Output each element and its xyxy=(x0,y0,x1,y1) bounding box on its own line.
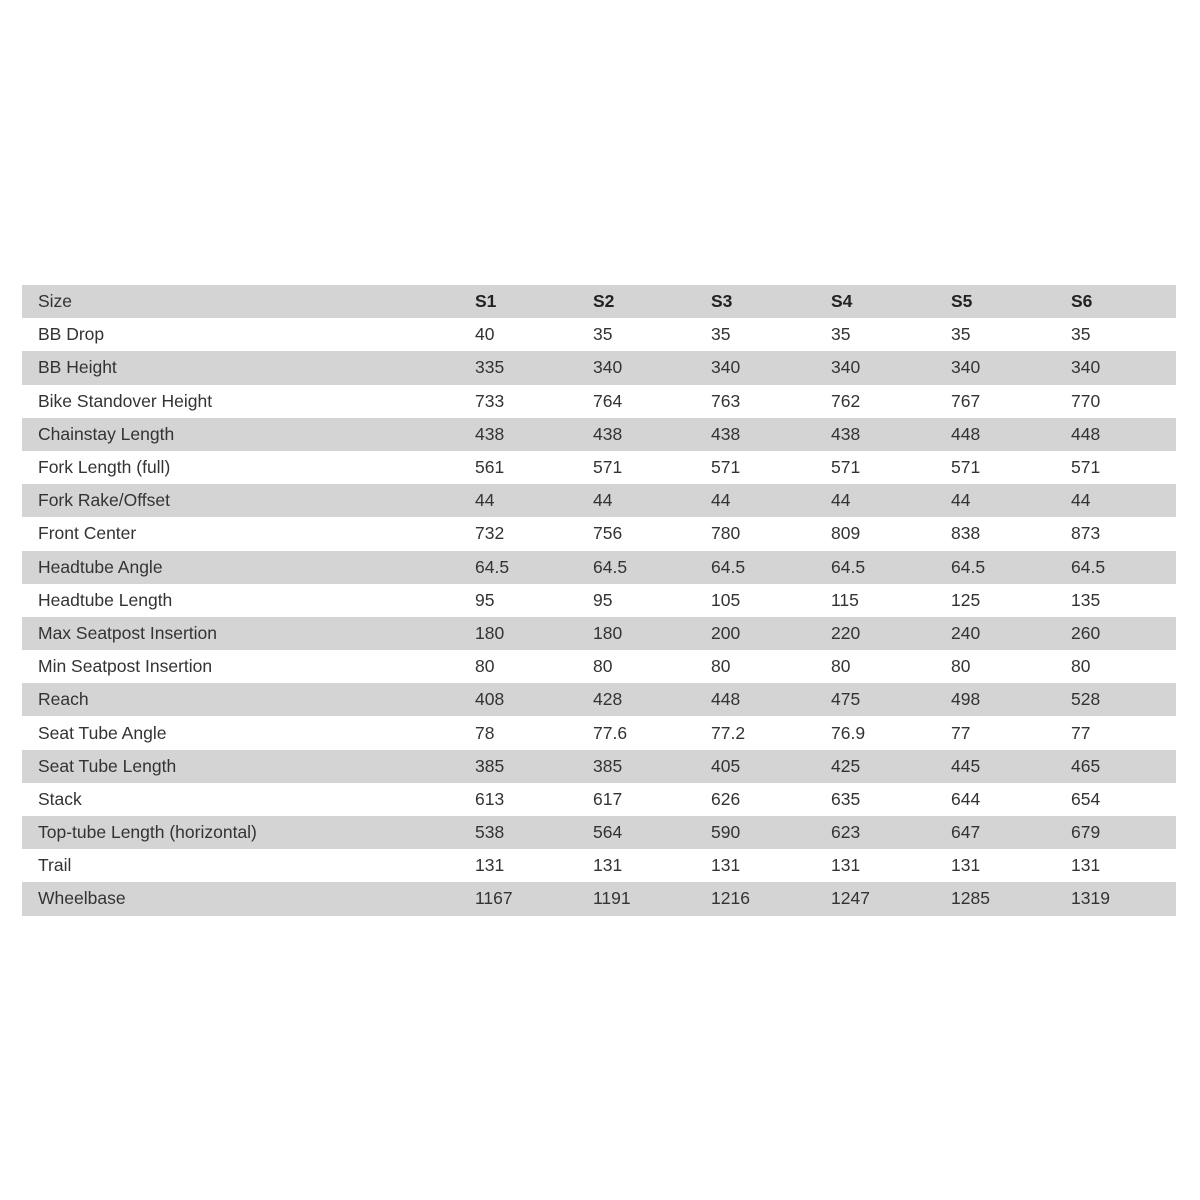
table-row xyxy=(22,385,1176,418)
row-label: Seat Tube Length xyxy=(38,755,177,776)
table-row xyxy=(22,882,1176,915)
header-label: Size xyxy=(38,291,73,312)
table-cell: 647 xyxy=(951,822,981,843)
table-cell: 125 xyxy=(951,589,981,610)
table-cell: 64.5 xyxy=(951,556,986,577)
table-cell: 340 xyxy=(831,357,861,378)
table-cell: 733 xyxy=(475,390,505,411)
table-cell: 35 xyxy=(831,324,851,345)
table-cell: 77.6 xyxy=(593,722,628,743)
table-row xyxy=(22,584,1176,617)
table-row xyxy=(22,318,1176,351)
table-cell: 64.5 xyxy=(1071,556,1106,577)
table-cell: 767 xyxy=(951,390,981,411)
size-header: S3 xyxy=(711,291,733,312)
table-cell: 340 xyxy=(951,357,981,378)
table-cell: 780 xyxy=(711,523,741,544)
table-cell: 260 xyxy=(1071,622,1101,643)
table-cell: 35 xyxy=(951,324,971,345)
table-cell: 64.5 xyxy=(831,556,866,577)
table-row xyxy=(22,683,1176,716)
table-cell: 40 xyxy=(475,324,495,345)
table-cell: 44 xyxy=(1071,490,1091,511)
table-cell: 644 xyxy=(951,788,981,809)
table-cell: 77 xyxy=(951,722,971,743)
table-cell: 35 xyxy=(711,324,731,345)
table-cell: 475 xyxy=(831,689,861,710)
table-cell: 448 xyxy=(951,423,981,444)
table-cell: 80 xyxy=(1071,656,1091,677)
table-cell: 538 xyxy=(475,822,505,843)
table-cell: 617 xyxy=(593,788,623,809)
row-label: Bike Standover Height xyxy=(38,390,213,411)
table-cell: 44 xyxy=(475,490,495,511)
table-cell: 35 xyxy=(593,324,613,345)
table-cell: 240 xyxy=(951,622,981,643)
table-cell: 76.9 xyxy=(831,722,866,743)
table-cell: 571 xyxy=(951,457,981,478)
table-cell: 809 xyxy=(831,523,861,544)
table-cell: 80 xyxy=(951,656,971,677)
table-row xyxy=(22,750,1176,783)
table-row xyxy=(22,517,1176,550)
table-cell: 200 xyxy=(711,622,741,643)
table-cell: 78 xyxy=(475,722,495,743)
table-cell: 335 xyxy=(475,357,505,378)
size-header: S2 xyxy=(593,291,615,312)
row-label: Top-tube Length (horizontal) xyxy=(38,822,257,843)
row-label: Front Center xyxy=(38,523,137,544)
table-cell: 623 xyxy=(831,822,861,843)
table-cell: 131 xyxy=(831,855,861,876)
table-cell: 408 xyxy=(475,689,505,710)
table-row xyxy=(22,716,1176,749)
table-row xyxy=(22,816,1176,849)
table-cell: 448 xyxy=(1071,423,1101,444)
row-label: Max Seatpost Insertion xyxy=(38,622,217,643)
table-cell: 64.5 xyxy=(711,556,746,577)
table-cell: 571 xyxy=(711,457,741,478)
table-row xyxy=(22,650,1176,683)
table-cell: 732 xyxy=(475,523,505,544)
table-row xyxy=(22,849,1176,882)
table-cell: 564 xyxy=(593,822,623,843)
table-cell: 425 xyxy=(831,755,861,776)
table-cell: 1191 xyxy=(593,888,631,909)
geometry-table xyxy=(22,285,1176,916)
table-cell: 571 xyxy=(593,457,623,478)
table-cell: 763 xyxy=(711,390,741,411)
row-label: BB Drop xyxy=(38,324,105,345)
table-cell: 438 xyxy=(711,423,741,444)
table-cell: 64.5 xyxy=(475,556,510,577)
table-cell: 95 xyxy=(475,589,495,610)
table-row xyxy=(22,451,1176,484)
table-cell: 762 xyxy=(831,390,861,411)
table-cell: 679 xyxy=(1071,822,1101,843)
table-cell: 385 xyxy=(593,755,623,776)
table-cell: 571 xyxy=(1071,457,1101,478)
table-cell: 80 xyxy=(475,656,495,677)
table-cell: 131 xyxy=(711,855,741,876)
table-cell: 131 xyxy=(475,855,505,876)
table-cell: 77 xyxy=(1071,722,1091,743)
table-cell: 1247 xyxy=(831,888,870,909)
table-cell: 131 xyxy=(1071,855,1101,876)
row-label: Trail xyxy=(38,855,72,876)
table-cell: 428 xyxy=(593,689,623,710)
table-cell: 448 xyxy=(711,689,741,710)
row-label: Reach xyxy=(38,689,89,710)
table-row xyxy=(22,783,1176,816)
table-cell: 405 xyxy=(711,755,741,776)
table-cell: 438 xyxy=(831,423,861,444)
size-header: S6 xyxy=(1071,291,1093,312)
table-cell: 131 xyxy=(593,855,623,876)
row-label: Chainstay Length xyxy=(38,423,175,444)
table-cell: 590 xyxy=(711,822,741,843)
table-cell: 44 xyxy=(593,490,613,511)
table-row xyxy=(22,484,1176,517)
row-label: Headtube Angle xyxy=(38,556,163,577)
table-row xyxy=(22,617,1176,650)
row-label: Headtube Length xyxy=(38,589,173,610)
table-cell: 135 xyxy=(1071,589,1101,610)
table-cell: 1285 xyxy=(951,888,990,909)
table-cell: 654 xyxy=(1071,788,1101,809)
table-cell: 44 xyxy=(951,490,971,511)
table-cell: 756 xyxy=(593,523,623,544)
table-header-row xyxy=(22,285,1176,318)
table-cell: 180 xyxy=(593,622,623,643)
table-cell: 44 xyxy=(831,490,851,511)
table-cell: 385 xyxy=(475,755,505,776)
table-cell: 95 xyxy=(593,589,613,610)
table-cell: 131 xyxy=(951,855,981,876)
table-cell: 1167 xyxy=(475,888,513,909)
size-header: S1 xyxy=(475,291,497,312)
table-cell: 528 xyxy=(1071,689,1101,710)
table-row xyxy=(22,418,1176,451)
table-row xyxy=(22,551,1176,584)
table-cell: 105 xyxy=(711,589,741,610)
table-cell: 340 xyxy=(1071,357,1101,378)
table-cell: 80 xyxy=(831,656,851,677)
table-cell: 838 xyxy=(951,523,981,544)
table-cell: 220 xyxy=(831,622,861,643)
table-cell: 571 xyxy=(831,457,861,478)
table-cell: 561 xyxy=(475,457,505,478)
table-cell: 77.2 xyxy=(711,722,746,743)
row-label: Seat Tube Angle xyxy=(38,722,167,743)
table-cell: 80 xyxy=(593,656,613,677)
table-row xyxy=(22,351,1176,384)
table-cell: 770 xyxy=(1071,390,1101,411)
row-label: Fork Rake/Offset xyxy=(38,490,170,511)
row-label: Fork Length (full) xyxy=(38,457,171,478)
table-cell: 635 xyxy=(831,788,861,809)
table-cell: 44 xyxy=(711,490,731,511)
table-cell: 498 xyxy=(951,689,981,710)
table-cell: 873 xyxy=(1071,523,1101,544)
table-cell: 1319 xyxy=(1071,888,1110,909)
table-cell: 445 xyxy=(951,755,981,776)
table-cell: 35 xyxy=(1071,324,1091,345)
table-cell: 115 xyxy=(831,589,859,610)
table-cell: 465 xyxy=(1071,755,1101,776)
table-cell: 80 xyxy=(711,656,731,677)
row-label: BB Height xyxy=(38,357,117,378)
table-cell: 180 xyxy=(475,622,505,643)
row-label: Wheelbase xyxy=(38,888,126,909)
size-header: S4 xyxy=(831,291,853,312)
table-cell: 1216 xyxy=(711,888,750,909)
table-cell: 64.5 xyxy=(593,556,628,577)
row-label: Stack xyxy=(38,788,82,809)
table-cell: 626 xyxy=(711,788,741,809)
table-cell: 340 xyxy=(711,357,741,378)
size-header: S5 xyxy=(951,291,973,312)
table-cell: 438 xyxy=(475,423,505,444)
table-cell: 340 xyxy=(593,357,623,378)
table-cell: 764 xyxy=(593,390,623,411)
table-cell: 613 xyxy=(475,788,505,809)
row-label: Min Seatpost Insertion xyxy=(38,656,213,677)
table-cell: 438 xyxy=(593,423,623,444)
